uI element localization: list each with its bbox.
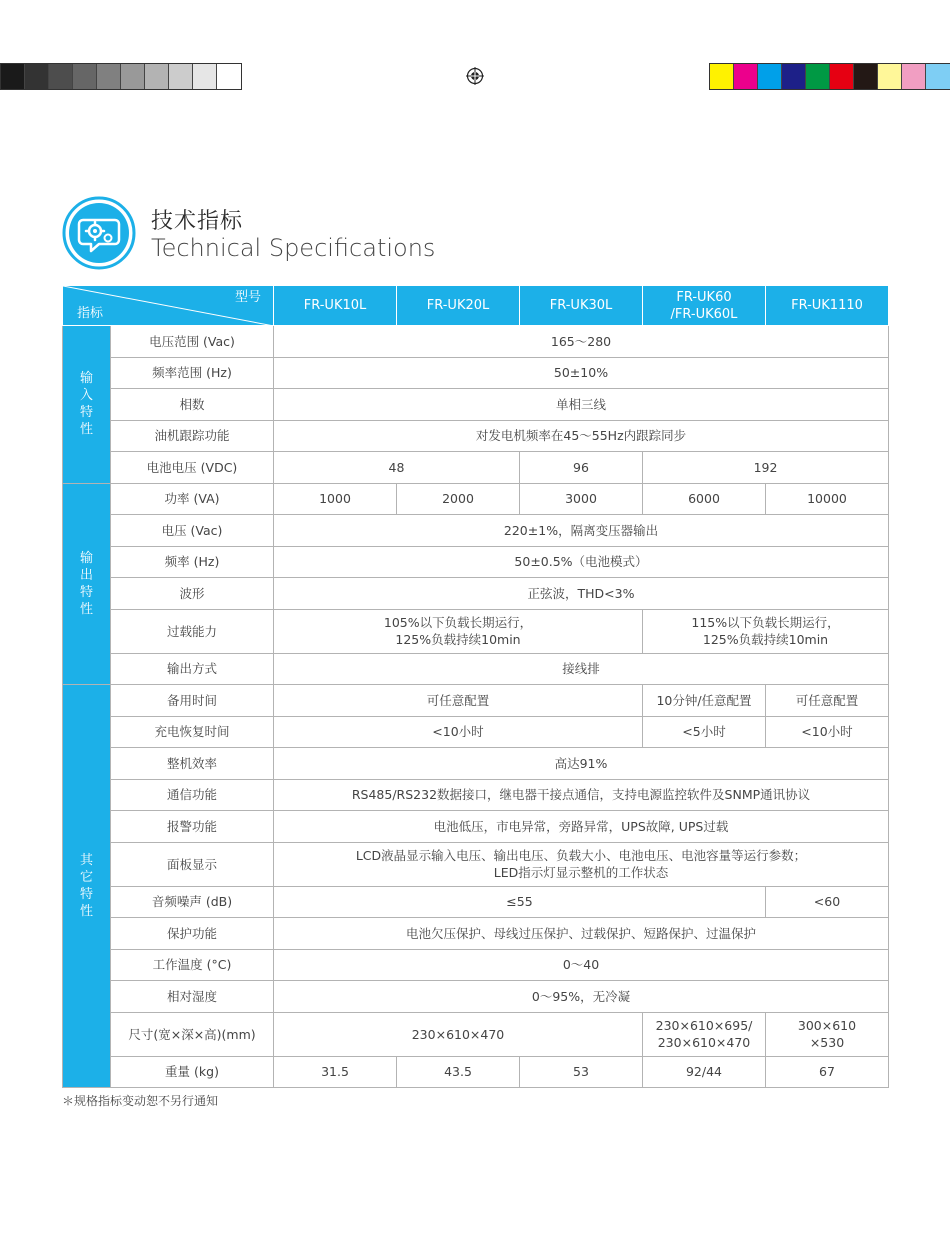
color-swatch	[830, 64, 854, 89]
gray-swatch	[97, 64, 121, 89]
param-label: 音频噪声 (dB)	[111, 886, 274, 918]
param-value: 可任意配置	[766, 685, 889, 717]
param-label: 电压 (Vac)	[111, 515, 274, 547]
table-row	[63, 716, 889, 748]
color-swatch	[878, 64, 902, 89]
param-value: 高达91%	[274, 748, 889, 780]
spec-table	[62, 285, 889, 1088]
group-char: 特	[79, 584, 93, 600]
table-row	[63, 357, 889, 389]
param-label: 电压范围 (Vac)	[111, 326, 274, 358]
param-value: 96	[520, 452, 643, 484]
param-label: 油机跟踪功能	[111, 420, 274, 452]
value-line: LED指示灯显示整机的工作状态	[493, 865, 669, 880]
param-value: 165～280	[274, 326, 889, 358]
param-value: 50±10%	[274, 357, 889, 389]
param-value	[274, 609, 643, 653]
section-title-cn: 技术指标	[151, 209, 244, 234]
footnote: ＊规格指标变动恕不另行通知	[62, 1094, 219, 1108]
table-row	[63, 949, 889, 981]
color-swatch	[926, 64, 950, 89]
param-value: 48	[274, 452, 520, 484]
param-value: <10小时	[274, 716, 643, 748]
gray-color-bar	[0, 63, 242, 90]
gray-swatch	[1, 64, 25, 89]
param-value: 10分钟/任意配置	[643, 685, 766, 717]
table-row	[63, 685, 889, 717]
param-label: 输出方式	[111, 653, 274, 685]
color-swatch	[710, 64, 734, 89]
table-row	[63, 653, 889, 685]
param-value	[274, 842, 889, 886]
param-label: 频率范围 (Hz)	[111, 357, 274, 389]
value-line: 300×610	[797, 1018, 857, 1033]
param-value: 50±0.5%（电池模式）	[274, 546, 889, 578]
table-row	[63, 1056, 889, 1088]
group-char: 性	[79, 904, 93, 919]
model-header: FR-UK20L	[397, 286, 520, 326]
param-value: 92/44	[643, 1056, 766, 1088]
table-row	[63, 918, 889, 950]
param-label: 相数	[111, 389, 274, 421]
param-label: 保护功能	[111, 918, 274, 950]
param-value: 接线排	[274, 653, 889, 685]
param-value: 3000	[520, 483, 643, 515]
table-row	[63, 811, 889, 843]
param-value: 对发电机频率在45～55Hz内跟踪同步	[274, 420, 889, 452]
param-value: 230×610×470	[274, 1012, 643, 1056]
param-value: 192	[643, 452, 889, 484]
param-value: 电池欠压保护、母线过压保护、过载保护、短路保护、过温保护	[274, 918, 889, 950]
value-line: 115%以下负载长期运行，	[691, 615, 840, 630]
param-value: 可任意配置	[274, 685, 643, 717]
value-line: 125%负载持续10min	[702, 632, 829, 647]
param-value: 单相三线	[274, 389, 889, 421]
color-bar	[709, 63, 950, 90]
param-value: 67	[766, 1056, 889, 1088]
table-row	[63, 981, 889, 1013]
table-row	[63, 779, 889, 811]
color-swatch	[806, 64, 830, 89]
value-line: LCD液晶显示输入电压、输出电压、负载大小、电池电压、电池容量等运行参数；	[355, 848, 807, 863]
color-swatch	[734, 64, 758, 89]
group-char: 入	[79, 388, 93, 404]
group-char: 特	[79, 887, 93, 902]
model-name-line: /FR-UK60L	[670, 306, 738, 322]
gray-swatch	[49, 64, 73, 89]
param-value: ≤55	[274, 886, 766, 918]
table-row	[63, 609, 889, 653]
table-row	[63, 546, 889, 578]
param-value: 10000	[766, 483, 889, 515]
table-row	[63, 326, 889, 358]
table-row	[63, 842, 889, 886]
gray-swatch	[25, 64, 49, 89]
corner-label-model: 型号	[234, 290, 261, 305]
corner-header	[63, 286, 274, 326]
param-label: 波形	[111, 578, 274, 610]
model-header	[643, 286, 766, 326]
param-label: 过载能力	[111, 609, 274, 653]
param-value: 正弦波，THD<3%	[274, 578, 889, 610]
param-label: 频率 (Hz)	[111, 546, 274, 578]
table-row	[63, 578, 889, 610]
param-value: <10小时	[766, 716, 889, 748]
value-line: 230×610×695/	[655, 1018, 753, 1033]
color-swatch	[902, 64, 926, 89]
param-value: 220±1%，隔离变压器输出	[274, 515, 889, 547]
color-swatch	[758, 64, 782, 89]
table-header-row	[63, 286, 889, 326]
param-label: 充电恢复时间	[111, 716, 274, 748]
registration-mark-icon	[466, 67, 484, 85]
gray-swatch	[169, 64, 193, 89]
group-other	[63, 685, 111, 1088]
param-label: 备用时间	[111, 685, 274, 717]
group-char: 出	[79, 567, 93, 583]
model-header: FR-UK10L	[274, 286, 397, 326]
group-char: 特	[79, 405, 93, 421]
param-value: <5小时	[643, 716, 766, 748]
param-label: 功率 (VA)	[111, 483, 274, 515]
table-row	[63, 483, 889, 515]
group-char: 其	[79, 853, 93, 868]
param-value	[643, 609, 889, 653]
gray-swatch	[217, 64, 241, 89]
param-value: 0～40	[274, 949, 889, 981]
table-row	[63, 420, 889, 452]
group-char: 它	[79, 870, 93, 885]
color-swatch	[782, 64, 806, 89]
group-output	[63, 483, 111, 685]
param-value: 0～95%，无冷凝	[274, 981, 889, 1013]
table-row	[63, 452, 889, 484]
param-value: 43.5	[397, 1056, 520, 1088]
group-char: 输	[79, 550, 93, 566]
param-label: 尺寸(宽×深×高)(mm)	[111, 1012, 274, 1056]
gray-swatch	[121, 64, 145, 89]
corner-label-index: 指标	[77, 306, 104, 321]
param-value	[766, 1012, 889, 1056]
param-value: <60	[766, 886, 889, 918]
model-name-line: FR-UK60	[676, 289, 732, 305]
param-value: 6000	[643, 483, 766, 515]
table-row	[63, 515, 889, 547]
param-value	[643, 1012, 766, 1056]
value-line: ×530	[809, 1035, 845, 1050]
param-value: 电池低压，市电异常，旁路异常，UPS故障, UPS过载	[274, 811, 889, 843]
section-title-en: Technical Specifications	[151, 234, 436, 262]
param-value: 2000	[397, 483, 520, 515]
table-row	[63, 1012, 889, 1056]
param-value: RS485/RS232数据接口，继电器干接点通信，支持电源监控软件及SNMP通讯协议	[274, 779, 889, 811]
table-row	[63, 748, 889, 780]
param-value: 1000	[274, 483, 397, 515]
param-label: 工作温度 (°C)	[111, 949, 274, 981]
gray-swatch	[145, 64, 169, 89]
gray-swatch	[193, 64, 217, 89]
value-line: 230×610×470	[657, 1035, 751, 1050]
group-char: 输	[79, 371, 93, 387]
color-swatch	[854, 64, 878, 89]
value-line: 125%负载持续10min	[395, 632, 521, 647]
param-label: 重量 (kg)	[111, 1056, 274, 1088]
param-label: 面板显示	[111, 842, 274, 886]
settings-chat-icon	[62, 196, 136, 270]
param-label: 通信功能	[111, 779, 274, 811]
model-header: FR-UK30L	[520, 286, 643, 326]
param-label: 相对湿度	[111, 981, 274, 1013]
gray-swatch	[73, 64, 97, 89]
group-char: 性	[79, 601, 93, 617]
value-line: 105%以下负载长期运行，	[383, 615, 533, 630]
table-row	[63, 886, 889, 918]
param-value: 53	[520, 1056, 643, 1088]
table-row	[63, 389, 889, 421]
group-input	[63, 326, 111, 484]
param-label: 报警功能	[111, 811, 274, 843]
param-label: 电池电压 (VDC)	[111, 452, 274, 484]
model-header: FR-UK1110	[766, 286, 889, 326]
param-label: 整机效率	[111, 748, 274, 780]
param-value: 31.5	[274, 1056, 397, 1088]
group-char: 性	[79, 422, 93, 438]
